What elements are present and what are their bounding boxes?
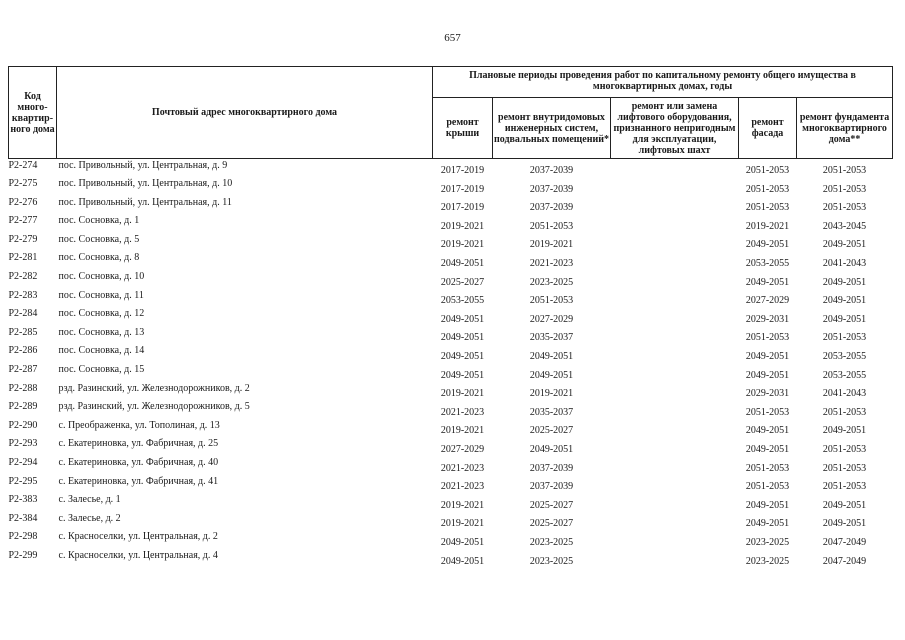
systems-cell: 2049-2051 (529, 444, 574, 455)
systems-cell: 2035-2037 (529, 406, 574, 418)
roof-cell: 2049-2051 (440, 536, 485, 548)
table-row (9, 512, 893, 531)
systems-cell: 2025-2027 (529, 425, 574, 437)
code-cell: Р2-298 (8, 531, 38, 543)
systems-cell: 2049-2051 (529, 351, 574, 363)
table-header (9, 67, 893, 159)
address-cell: пос. Привольный, ул. Центральная, д. 10 (58, 178, 233, 190)
facade-cell: 2023-2025 (745, 555, 790, 567)
foundation-cell: 2049-2051 (822, 295, 867, 307)
header-address: Почтовый адрес многоквартирного дома (57, 67, 433, 159)
elevator-cell (611, 270, 739, 289)
roof-cell: 2019-2021 (440, 499, 485, 511)
elevator-cell (611, 196, 739, 215)
address-cell: с. Красноселки, ул. Центральная, д. 4 (58, 549, 218, 561)
facade-cell: 2049-2051 (745, 444, 790, 455)
systems-cell: 2051-2053 (529, 220, 574, 232)
foundation-cell: 2051-2053 (822, 202, 867, 214)
systems-cell: 2037-2039 (529, 481, 574, 493)
code-cell: Р2-383 (8, 494, 38, 506)
elevator-cell (611, 307, 739, 326)
facade-cell: 2029-2031 (745, 313, 790, 325)
roof-cell: 2019-2021 (440, 425, 485, 437)
systems-cell: 2037-2039 (529, 202, 574, 214)
foundation-cell: 2049-2051 (822, 276, 867, 288)
code-cell: Р2-285 (8, 326, 38, 338)
capital-repair-schedule-table (8, 66, 893, 568)
elevator-cell (611, 214, 739, 233)
facade-cell: 2023-2025 (745, 536, 790, 548)
table-row (9, 177, 893, 196)
elevator-cell (611, 326, 739, 345)
elevator-cell (611, 475, 739, 494)
foundation-cell: 2051-2053 (822, 444, 867, 455)
address-cell: пос. Привольный, ул. Центральная, д. 9 (58, 160, 228, 171)
address-cell: пос. Сосновка, д. 1 (58, 215, 140, 227)
roof-cell: 2017-2019 (440, 183, 485, 195)
table-row (9, 307, 893, 326)
foundation-cell: 2051-2053 (822, 183, 867, 195)
roof-cell: 2019-2021 (440, 239, 485, 251)
foundation-cell: 2047-2049 (822, 555, 867, 567)
code-cell: Р2-286 (8, 345, 38, 357)
roof-cell: 2021-2023 (440, 481, 485, 493)
facade-cell: 2049-2051 (745, 276, 790, 288)
address-cell: пос. Привольный, ул. Центральная, д. 11 (58, 196, 232, 208)
systems-cell: 2023-2025 (529, 536, 574, 548)
facade-cell: 2027-2029 (745, 295, 790, 307)
foundation-cell: 2051-2053 (822, 406, 867, 418)
foundation-cell: 2049-2051 (822, 313, 867, 325)
code-cell: Р2-287 (8, 364, 38, 376)
roof-cell: 2049-2051 (440, 555, 485, 567)
roof-cell: 2019-2021 (440, 388, 485, 400)
address-cell: пос. Сосновка, д. 5 (58, 233, 140, 245)
facade-cell: 2049-2051 (745, 369, 790, 381)
elevator-cell (611, 159, 739, 178)
facade-cell: 2053-2055 (745, 258, 790, 270)
code-cell: Р2-282 (8, 271, 38, 283)
roof-cell: 2049-2051 (440, 369, 485, 381)
facade-cell: 2051-2053 (745, 481, 790, 493)
roof-cell: 2019-2021 (440, 220, 485, 232)
systems-cell: 2027-2029 (529, 313, 574, 325)
address-cell: с. Екатериновка, ул. Фабричная, д. 41 (58, 475, 219, 487)
systems-cell: 2019-2021 (529, 388, 574, 400)
table-row (9, 214, 893, 233)
roof-cell: 2017-2019 (440, 165, 485, 177)
elevator-cell (611, 549, 739, 568)
table-row (9, 549, 893, 568)
table-row (9, 382, 893, 401)
table-row (9, 344, 893, 363)
roof-cell: 2021-2023 (440, 406, 485, 418)
code-cell: Р2-299 (8, 549, 38, 561)
elevator-cell (611, 512, 739, 531)
table-body (9, 159, 893, 568)
facade-cell: 2051-2053 (745, 183, 790, 195)
address-cell: с. Екатериновка, ул. Фабричная, д. 25 (58, 438, 219, 450)
systems-cell: 2023-2025 (529, 276, 574, 288)
code-cell: Р2-290 (8, 419, 38, 431)
facade-cell: 2051-2053 (745, 165, 790, 177)
address-cell: пос. Сосновка, д. 10 (58, 271, 145, 283)
systems-cell: 2025-2027 (529, 499, 574, 511)
table-row (9, 400, 893, 419)
elevator-cell (611, 233, 739, 252)
code-cell: Р2-384 (8, 512, 38, 524)
table-row (9, 475, 893, 494)
roof-cell: 2025-2027 (440, 276, 485, 288)
elevator-cell (611, 437, 739, 456)
address-cell: пос. Сосновка, д. 14 (58, 345, 145, 357)
elevator-cell (611, 177, 739, 196)
address-cell: с. Преображенка, ул. Тополиная, д. 13 (58, 419, 220, 431)
facade-cell: 2051-2053 (745, 202, 790, 214)
systems-cell: 2037-2039 (529, 462, 574, 474)
table-row (9, 289, 893, 308)
systems-cell: 2021-2023 (529, 258, 574, 270)
elevator-cell (611, 400, 739, 419)
elevator-cell (611, 363, 739, 382)
roof-cell: 2049-2051 (440, 351, 485, 363)
facade-cell: 2029-2031 (745, 388, 790, 400)
header-facade: ремонт фасада (739, 98, 797, 159)
table-row (9, 270, 893, 289)
table-row (9, 363, 893, 382)
table-row (9, 326, 893, 345)
code-cell: Р2-274 (8, 160, 38, 171)
elevator-cell (611, 382, 739, 401)
header-repair-periods: Плановые периоды проведения работ по капитальному ремонту общего имущества в многоквартирных домах, годы (433, 67, 893, 98)
code-cell: Р2-293 (8, 438, 38, 450)
facade-cell: 2049-2051 (745, 499, 790, 511)
header-elevator: ремонт или замена лифтового оборудования, признанного непригодным для эксплуатации, лифтовых шахт (611, 98, 739, 159)
systems-cell: 2035-2037 (529, 332, 574, 344)
code-cell: Р2-295 (8, 475, 38, 487)
facade-cell: 2049-2051 (745, 425, 790, 437)
code-cell: Р2-284 (8, 308, 38, 320)
page-number: 657 (444, 32, 461, 44)
facade-cell: 2019-2021 (745, 220, 790, 232)
table-row (9, 493, 893, 512)
table-row (9, 437, 893, 456)
roof-cell: 2017-2019 (440, 202, 485, 214)
foundation-cell: 2049-2051 (822, 499, 867, 511)
foundation-cell: 2043-2045 (822, 220, 867, 232)
address-cell: пос. Сосновка, д. 15 (58, 364, 145, 376)
roof-cell: 2021-2023 (440, 462, 485, 474)
table-row (9, 233, 893, 252)
table-row (9, 456, 893, 475)
elevator-cell (611, 456, 739, 475)
foundation-cell: 2051-2053 (822, 481, 867, 493)
facade-cell: 2049-2051 (745, 239, 790, 251)
address-cell: пос. Сосновка, д. 8 (58, 252, 140, 264)
code-cell: Р2-289 (8, 401, 38, 413)
systems-cell: 2037-2039 (529, 183, 574, 195)
foundation-cell: 2047-2049 (822, 536, 867, 548)
address-cell: рзд. Разинский, ул. Железнодорожников, д. 2 (58, 382, 250, 394)
address-cell: пос. Сосновка, д. 13 (58, 326, 145, 338)
facade-cell: 2051-2053 (745, 462, 790, 474)
roof-cell: 2049-2051 (440, 313, 485, 325)
address-cell: пос. Сосновка, д. 12 (58, 308, 145, 320)
code-cell: Р2-277 (8, 215, 38, 227)
address-cell: с. Залесье, д. 2 (58, 512, 121, 524)
systems-cell: 2049-2051 (529, 369, 574, 381)
elevator-cell (611, 289, 739, 308)
facade-cell: 2051-2053 (745, 332, 790, 344)
table-row (9, 159, 893, 178)
table-row (9, 530, 893, 549)
foundation-cell: 2041-2043 (822, 388, 867, 400)
foundation-cell: 2053-2055 (822, 351, 867, 363)
systems-cell: 2025-2027 (529, 518, 574, 530)
foundation-cell: 2041-2043 (822, 258, 867, 270)
facade-cell: 2051-2053 (745, 406, 790, 418)
systems-cell: 2019-2021 (529, 239, 574, 251)
header-systems: ремонт внутридомовых инженерных систем, подвальных помещений* (493, 98, 611, 159)
code-cell: Р2-275 (8, 178, 38, 190)
header-roof: ремонт крыши (433, 98, 493, 159)
address-cell: с. Екатериновка, ул. Фабричная, д. 40 (58, 457, 219, 468)
roof-cell: 2049-2051 (440, 332, 485, 344)
systems-cell: 2023-2025 (529, 555, 574, 567)
foundation-cell: 2049-2051 (822, 518, 867, 530)
address-cell: пос. Сосновка, д. 11 (58, 289, 144, 301)
code-cell: Р2-281 (8, 252, 38, 264)
address-cell: с. Залесье, д. 1 (58, 494, 121, 506)
facade-cell: 2049-2051 (745, 351, 790, 363)
elevator-cell (611, 251, 739, 270)
header-code: Код много-квартир-ного дома (9, 67, 57, 159)
foundation-cell: 2053-2055 (822, 369, 867, 381)
systems-cell: 2037-2039 (529, 165, 574, 177)
code-cell: Р2-279 (8, 233, 38, 245)
foundation-cell: 2049-2051 (822, 425, 867, 437)
elevator-cell (611, 530, 739, 549)
table-row (9, 251, 893, 270)
foundation-cell: 2051-2053 (822, 332, 867, 344)
foundation-cell: 2049-2051 (822, 239, 867, 251)
elevator-cell (611, 344, 739, 363)
systems-cell: 2051-2053 (529, 295, 574, 307)
code-cell: Р2-276 (8, 196, 38, 208)
table-row (9, 419, 893, 438)
address-cell: рзд. Разинский, ул. Железнодорожников, д. 5 (58, 401, 250, 413)
code-cell: Р2-288 (8, 382, 38, 394)
facade-cell: 2049-2051 (745, 518, 790, 530)
elevator-cell (611, 493, 739, 512)
roof-cell: 2053-2055 (440, 295, 485, 307)
address-cell: с. Красноселки, ул. Центральная, д. 2 (58, 531, 218, 543)
table-row (9, 196, 893, 215)
header-foundation: ремонт фундамента многоквартирного дома** (797, 98, 893, 159)
foundation-cell: 2051-2053 (822, 462, 867, 474)
code-cell: Р2-294 (8, 457, 38, 468)
roof-cell: 2019-2021 (440, 518, 485, 530)
elevator-cell (611, 419, 739, 438)
code-cell: Р2-283 (8, 289, 38, 301)
roof-cell: 2049-2051 (440, 258, 485, 270)
foundation-cell: 2051-2053 (822, 165, 867, 177)
roof-cell: 2027-2029 (440, 444, 485, 455)
